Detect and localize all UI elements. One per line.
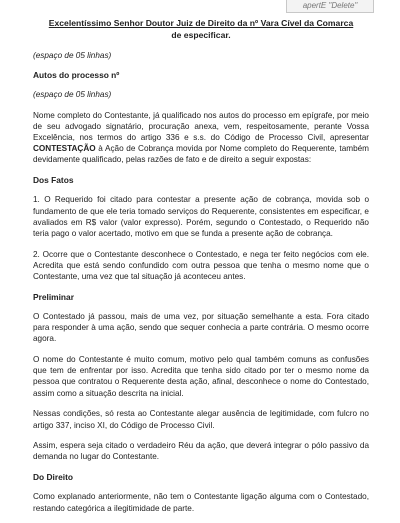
document-body	[33, 18, 369, 523]
intro-text-2: à Ação de Cobrança movida por Nome completo do Requerente, também devidamente qualificado, pelas razões de fato e de direito a seguir expostas:	[33, 144, 369, 165]
spacer-note: (espaço de 05 linhas)	[33, 51, 112, 60]
process-heading: Autos do processo nº	[33, 70, 120, 81]
document-title	[33, 18, 369, 41]
intro-text-1: Nome completo do Contestante, já qualificado nos autos do processo em epígrafe, por meio de seu advogado signatário, procuração anexa, vem, respeitosamente, perante Vossa Excelência, nos termos do artigo 336 e s.s. do Código de Processo Civil, apresentar	[33, 110, 369, 143]
preliminary-paragraph-1: O Contestado já passou, mais de uma vez, por situação semelhante a esta. Fora citado para responder à uma ação, sendo que sequer conhecia a parte contrária. O mesmo ocorre agora.	[33, 311, 369, 344]
preliminary-heading: Preliminar	[33, 291, 74, 302]
title-line-1: Excelentíssimo Senhor Doutor Juiz de Direito da nº Vara Cível da Comarca	[48, 18, 354, 28]
facts-paragraph-1: 1. O Requerido foi citado para contestar a presente ação de cobrança, movida sob o fundamento de que ele teria tomado serviços do Requerente, consistentes em especificar, e avaliados em R$ valor (valor expresso). Porém, segundo o Contestado, o Requerido não teria pago o valor acertado, motivo em que se funda a presente ação de cobrança.	[33, 195, 369, 238]
title-line-2: de especificar.	[171, 29, 231, 40]
facts-heading: Dos Fatos	[33, 175, 74, 186]
facts-paragraph-2: 2. Ocorre que o Contestante desconhece o Contestado, e nega ter feito negócios com ele. Acredita que está sendo confundido com outra pessoa que tenha o mesmo nome que o Contestante, uma vez que tal situação já aconteceu antes.	[33, 249, 369, 282]
law-paragraph-1: Como explanado anteriormente, não tem o Contestante ligação alguma com o Contestado, restando categórica a ilegitimidade de parte.	[33, 492, 369, 513]
intro-keyword: CONTESTAÇÃO	[33, 144, 96, 154]
preliminary-paragraph-4: Assim, espera seja citado o verdadeiro Réu da ação, que deverá integrar o pólo passivo da demanda no lugar do Contestante.	[33, 441, 369, 462]
delete-hint-label: apertE "Delete"	[286, 0, 374, 13]
preliminary-paragraph-2: O nome do Contestante é muito comum, motivo pelo qual também comuns as confusões que tem de enfrentar por isso. Acredita que tenha sido citado por ter o mesmo nome da pessoa que contratou o Requerente desta ação, afinal, desconhece o nome do Contestado, assim como a situação descrita na inicial.	[33, 355, 369, 398]
spacer-note: (espaço de 05 linhas)	[33, 90, 112, 100]
intro-paragraph	[33, 110, 369, 166]
law-heading: Do Direito	[33, 472, 74, 483]
preliminary-paragraph-3: Nessas condições, só resta ao Contestante alegar ausência de legitimidade, com fulcro no artigo 337, inciso XI, do Código de Processo Civil.	[33, 409, 369, 430]
